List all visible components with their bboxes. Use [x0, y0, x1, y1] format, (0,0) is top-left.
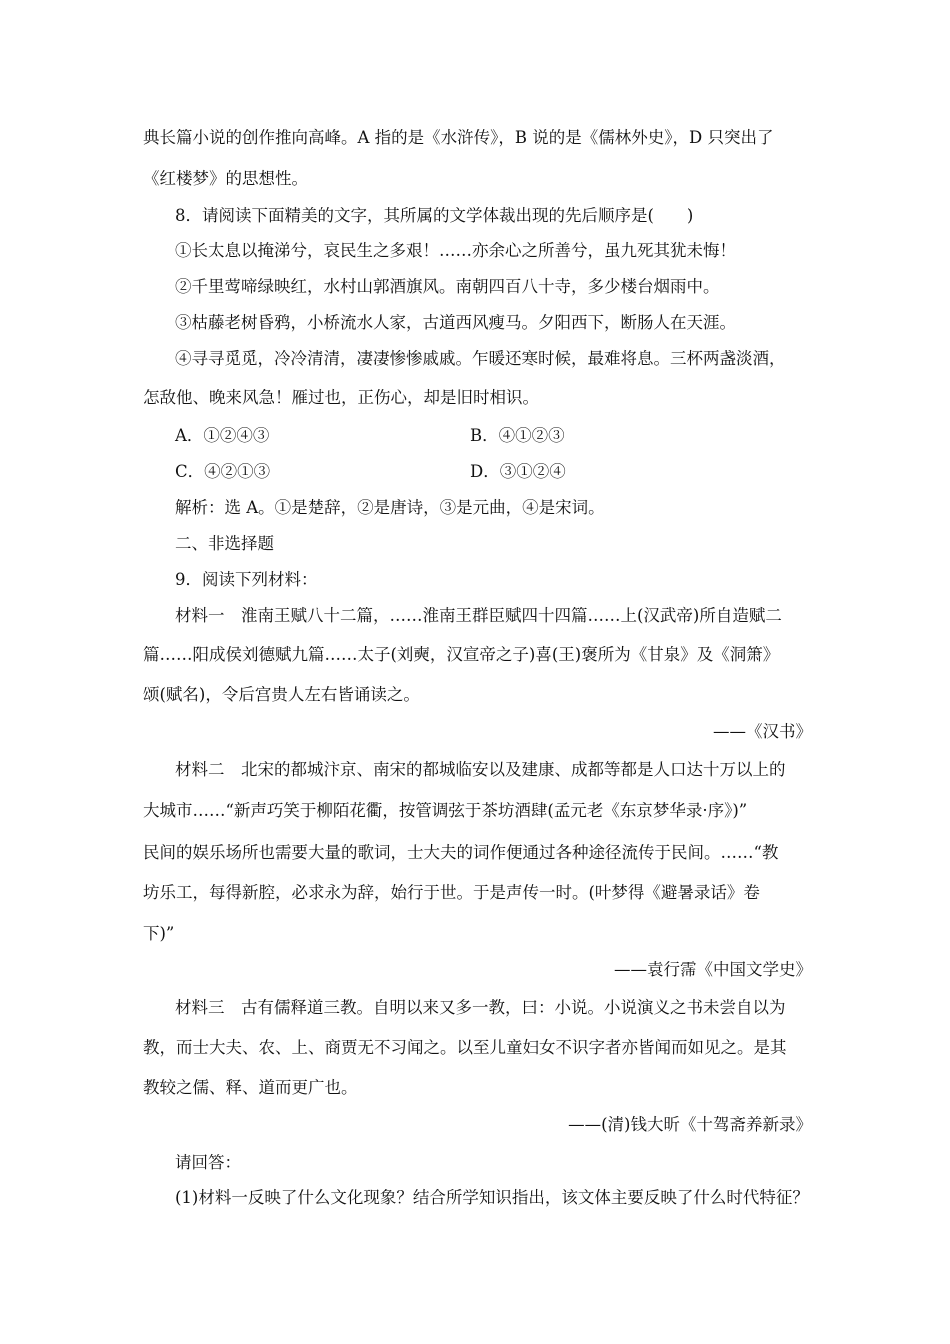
material-3-line: 材料三 古有儒释道三教。自明以来又多一教，曰：小说。小说演义之书未尝自以为 — [175, 998, 786, 1017]
passage-4: ④寻寻觅觅，冷冷清清，凄凄惨惨戚戚。乍暖还寒时候，最难将息。三杯两盏淡酒， — [175, 349, 786, 368]
material-2-line: 材料二 北宋的都城汴京、南宋的都城临安以及建康、成都等都是人口达十万以上的 — [175, 760, 786, 779]
material-3-source: ——(清)钱大昕《十驾斋养新录》 — [568, 1115, 812, 1134]
material-1-line: 篇……阳成侯刘德赋九篇……太子(刘奭，汉宣帝之子)喜(王)褒所为《甘泉》及《洞箫》 — [143, 645, 780, 664]
passage-3: ③枯藤老树昏鸦，小桥流水人家，古道西风瘦马。夕阳西下，断肠人在天涯。 — [175, 313, 736, 332]
prompt-label: 请回答： — [175, 1153, 241, 1172]
material-3-line: 教，而士大夫、农、上、商贾无不习闻之。以至儿童妇女不识字者亦皆闻而如见之。是其 — [143, 1038, 787, 1057]
material-1-line: 颂(赋名)，令后宫贵人左右皆诵读之。 — [143, 685, 420, 704]
text-line: 怎敌他、晚来风急！雁过也，正伤心，却是旧时相识。 — [143, 388, 539, 407]
option-d: D．③①②④ — [470, 462, 566, 481]
material-2-line: 坊乐工，每得新腔，必求永为辞，始行于世。于是声传一时。(叶梦得《避暑录话》卷 — [143, 883, 760, 902]
option-b: B．④①②③ — [470, 426, 565, 445]
passage-1: ①长太息以掩涕兮，哀民生之多艰！……亦余心之所善兮，虽九死其犹未悔！ — [175, 241, 736, 260]
question-8-stem: 8．请阅读下面精美的文字，其所属的文学体裁出现的先后顺序是( ) — [175, 206, 694, 225]
section-heading: 二、非选择题 — [175, 534, 274, 553]
material-2-source: ——袁行霈《中国文学史》 — [614, 960, 812, 979]
option-a: A．①②④③ — [175, 426, 270, 445]
sub-question-1: (1)材料一反映了什么文化现象？结合所学知识指出，该文体主要反映了什么时代特征？ — [175, 1188, 809, 1207]
text-line: 《红楼梦》的思想性。 — [143, 169, 308, 188]
question-9-stem: 9．阅读下列材料： — [175, 570, 318, 589]
material-1-line: 材料一 淮南王赋八十二篇，……淮南王群臣赋四十四篇……上(汉武帝)所自造赋二 — [175, 606, 782, 625]
material-3-line: 教较之儒、释、道而更广也。 — [143, 1078, 358, 1097]
answer-analysis: 解析：选 A。①是楚辞，②是唐诗，③是元曲，④是宋词。 — [175, 498, 605, 517]
option-c: C．④②①③ — [175, 462, 271, 481]
material-1-source: ——《汉书》 — [713, 722, 812, 741]
material-2-line: 民间的娱乐场所也需要大量的歌词，士大夫的词作便通过各种途径流传于民间。……“教 — [143, 843, 779, 862]
material-2-line: 大城市……“新声巧笑于柳陌花衢，按管调弦于茶坊酒肆(孟元老《东京梦华录·序》)” — [143, 801, 748, 820]
material-2-line: 下)” — [143, 924, 175, 943]
passage-2: ②千里莺啼绿映红，水村山郭酒旗风。南朝四百八十寺，多少楼台烟雨中。 — [175, 277, 720, 296]
text-line: 典长篇小说的创作推向高峰。A 指的是《水浒传》，B 说的是《儒林外史》，D 只突出了 — [143, 128, 774, 147]
